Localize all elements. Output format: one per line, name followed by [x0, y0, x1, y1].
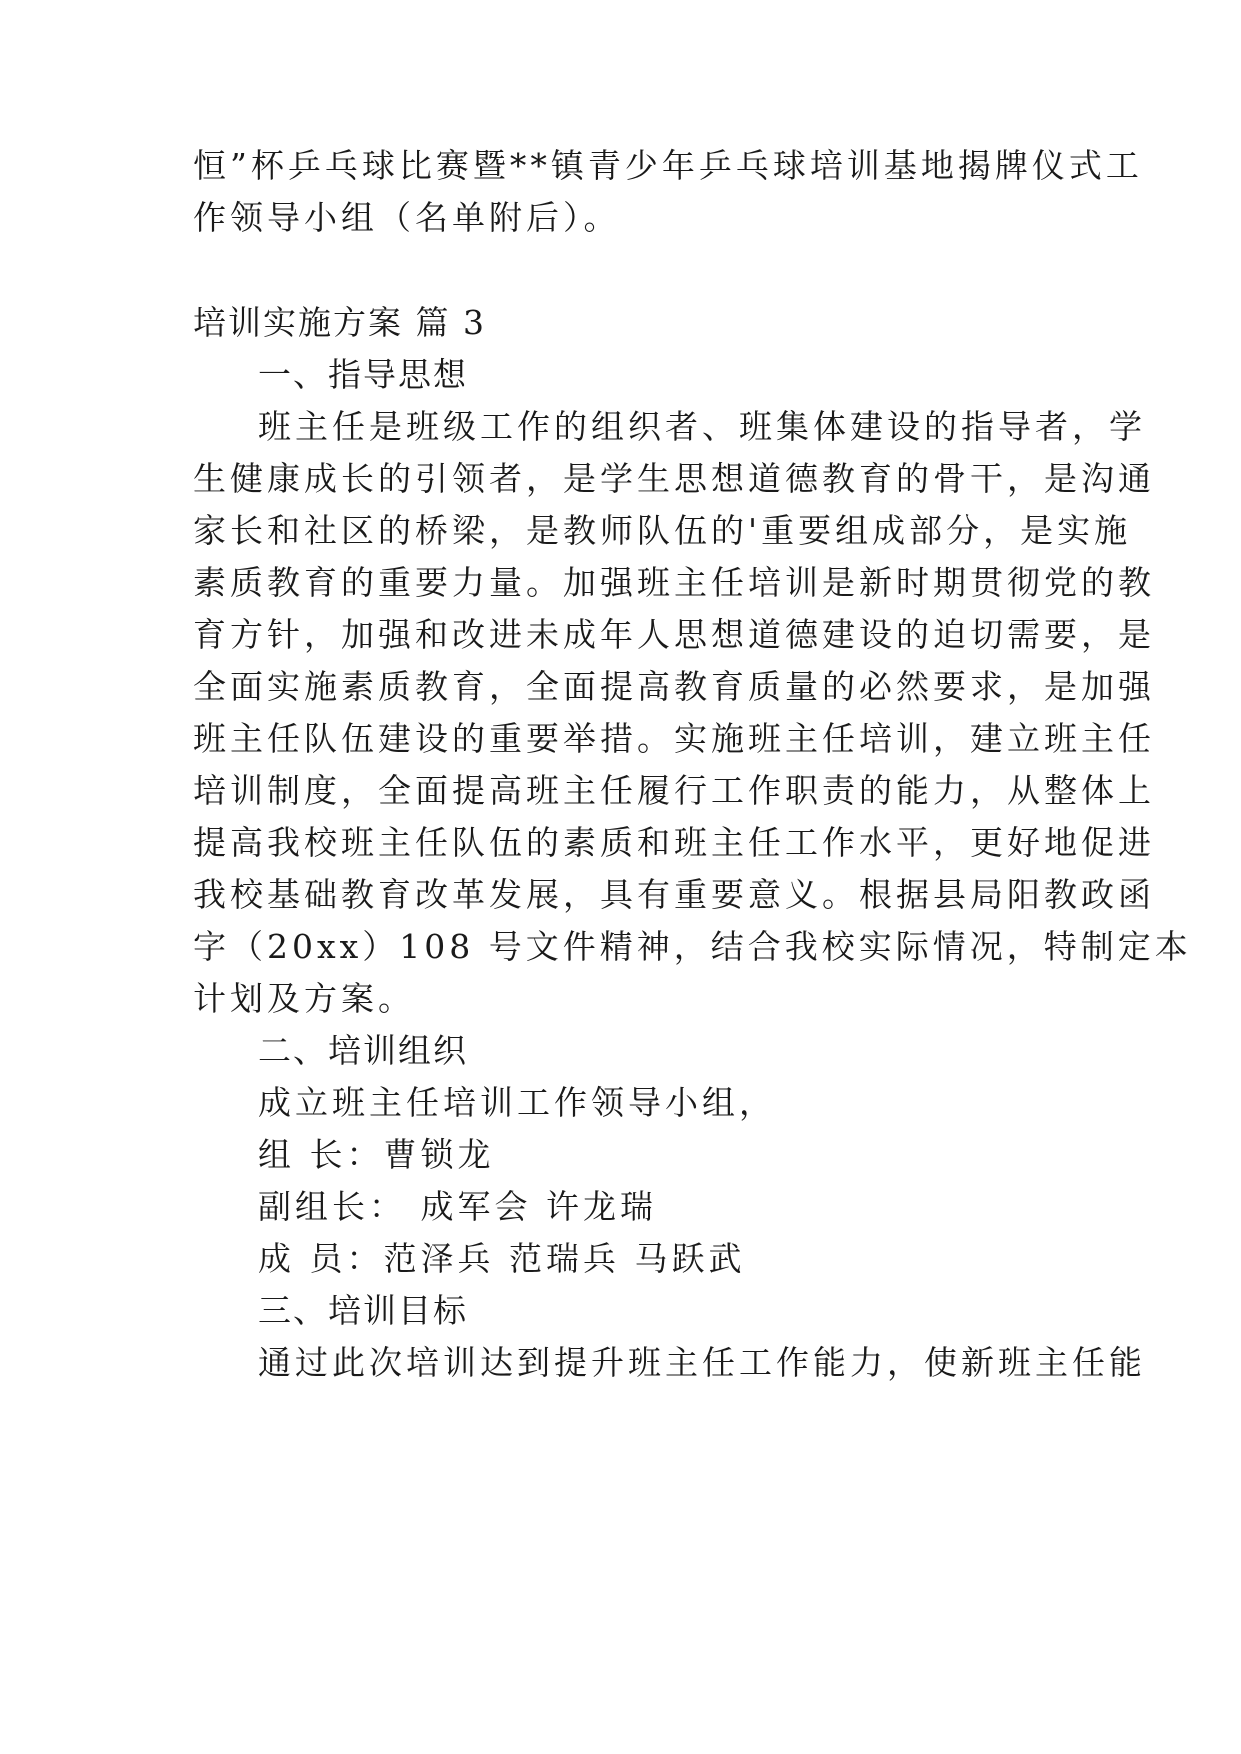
- leader-line: 组 长：曹锁龙: [258, 1135, 495, 1174]
- paragraph-line: 全面实施素质教育，全面提高教育质量的必然要求，是加强: [193, 667, 1155, 706]
- paragraph-line: 家长和社区的桥梁，是教师队伍的'重要组成部分，是实施: [193, 511, 1132, 550]
- heading-training-organization: 二、培训组织: [258, 1031, 468, 1070]
- paragraph-line: 生健康成长的引领者，是学生思想道德教育的骨干，是沟通: [193, 459, 1155, 498]
- org-intro: 成立班主任培训工作领导小组，: [258, 1083, 776, 1122]
- paragraph-line: 班主任是班级工作的组织者、班集体建设的指导者，学: [258, 407, 1146, 446]
- deputy-line: 副组长： 成军会 许龙瑞: [258, 1187, 657, 1226]
- paragraph-line: 我校基础教育改革发展，具有重要意义。根据县局阳教政函: [193, 875, 1155, 914]
- paragraph-line: 班主任队伍建设的重要举措。实施班主任培训，建立班主任: [193, 719, 1155, 758]
- paragraph-line: 育方针，加强和改进未成年人思想道德建设的迫切需要，是: [193, 615, 1155, 654]
- paragraph-line: 字（20xx）108 号文件精神，结合我校实际情况，特制定本: [193, 927, 1192, 966]
- paragraph-line: 计划及方案。: [193, 979, 415, 1018]
- section-title: 培训实施方案 篇 3: [193, 303, 486, 342]
- paragraph-line: 素质教育的重要力量。加强班主任培训是新时期贯彻党的教: [193, 563, 1155, 602]
- paragraph-line: 培训制度，全面提高班主任履行工作职责的能力，从整体上: [193, 771, 1155, 810]
- continuation-line-2: 作领导小组（名单附后）。: [193, 198, 621, 237]
- goal-line: 通过此次培训达到提升班主任工作能力，使新班主任能: [258, 1343, 1146, 1382]
- members-line: 成 员：范泽兵 范瑞兵 马跃武: [258, 1239, 746, 1278]
- continuation-line-1: 恒”杯乒乓球比赛暨**镇青少年乒乓球培训基地揭牌仪式工: [193, 146, 1143, 185]
- paragraph-line: 提高我校班主任队伍的素质和班主任工作水平，更好地促进: [193, 823, 1155, 862]
- heading-guiding-ideology: 一、指导思想: [258, 355, 468, 394]
- heading-training-goal: 三、培训目标: [258, 1291, 468, 1330]
